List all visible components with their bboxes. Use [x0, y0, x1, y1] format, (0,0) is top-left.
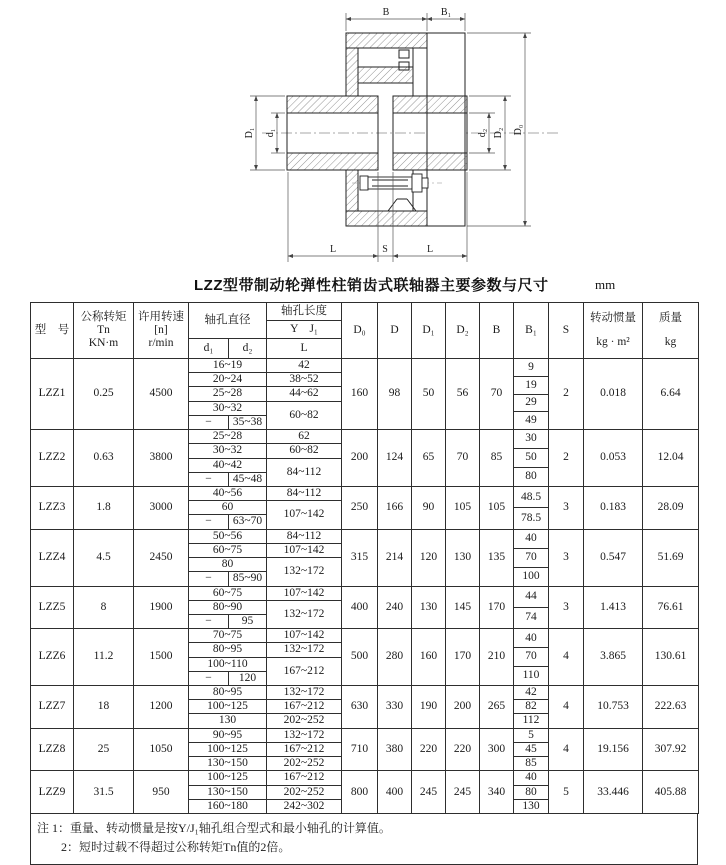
cell-B: 170	[480, 586, 514, 629]
cell-D: 280	[378, 629, 412, 686]
cell-bore-length: 44~62	[267, 387, 342, 401]
cell-D: 166	[378, 486, 412, 529]
cell-D2: 200	[446, 686, 480, 729]
b1-value: 70	[514, 548, 548, 567]
hdr-torque-line1: 公称转矩	[80, 310, 127, 323]
cell-mass: 51.69	[643, 529, 699, 586]
dim-label-S: S	[382, 244, 388, 255]
hdr-inertia-line2: kg · m²	[596, 336, 630, 348]
cell-bore-length: 132~172	[267, 728, 342, 742]
cell-bore-range: 30~32	[189, 444, 267, 458]
hdr-YJ1: Y J₁	[267, 321, 342, 339]
cell-S: 4	[549, 629, 584, 686]
cell-model: LZZ7	[31, 686, 74, 729]
cell-speed: 1900	[134, 586, 189, 629]
cell-D2: 70	[446, 430, 480, 487]
cell-D0: 710	[342, 728, 378, 771]
cell-bore-range: 100~125	[189, 742, 267, 756]
hdr-D2: D₂	[446, 303, 480, 359]
cell-bore-range: 16~19	[189, 359, 267, 373]
cell-D1: 245	[412, 771, 446, 814]
b1-value: 45	[514, 742, 548, 756]
cell-bore-range: 40~42	[189, 458, 267, 472]
cell-bore-length: 202~252	[267, 757, 342, 771]
cell-inertia: 0.547	[584, 529, 643, 586]
cell-speed: 2450	[134, 529, 189, 586]
hdr-B1: B₁	[514, 303, 549, 359]
cell-D2: 220	[446, 728, 480, 771]
hdr-speed	[134, 303, 189, 359]
b1-value: 110	[514, 666, 548, 685]
cell-S: 3	[549, 529, 584, 586]
cell-S: 3	[549, 486, 584, 529]
cell-torque: 25	[74, 728, 134, 771]
dim-label-D2: D₂	[493, 127, 504, 139]
cell-bore-range: 60~75	[189, 543, 267, 557]
hdr-inertia	[584, 303, 643, 359]
cell-D: 240	[378, 586, 412, 629]
hdr-mass	[643, 303, 699, 359]
spec-row	[31, 686, 699, 700]
cell-bore-length: 167~212	[267, 657, 342, 685]
hdr-torque	[74, 303, 134, 359]
cell-bore-length: 62	[267, 430, 342, 444]
b1-value: 9	[528, 360, 534, 373]
cell-B: 300	[480, 728, 514, 771]
cell-speed: 1050	[134, 728, 189, 771]
cell-D2: 170	[446, 629, 480, 686]
cell-bore-length: 84~112	[267, 486, 342, 500]
cell-B1	[514, 430, 549, 487]
cell-bore-length: 60~82	[267, 401, 342, 429]
cell-B: 85	[480, 430, 514, 487]
cell-d1: −	[189, 415, 229, 429]
cell-bore-length: 132~172	[267, 558, 342, 586]
b1-value: 74	[514, 607, 548, 628]
cell-S: 4	[549, 728, 584, 771]
hdr-inertia-line1: 转动惯量	[590, 311, 636, 324]
note-line-2	[37, 838, 691, 857]
hdr-mass-line1: 质量	[659, 311, 682, 324]
cell-d2: 35~38	[229, 415, 267, 429]
cell-B1	[514, 586, 549, 629]
cell-inertia: 0.053	[584, 430, 643, 487]
dim-label-L-right: L	[426, 244, 434, 255]
hdr-torque-line2: Tn	[97, 323, 110, 336]
coupling-section-drawing	[0, 0, 726, 272]
cell-D0: 160	[342, 359, 378, 430]
cell-B1	[514, 728, 549, 771]
cell-torque: 4.5	[74, 529, 134, 586]
cell-mass: 28.09	[643, 486, 699, 529]
b1-value: 80	[514, 785, 548, 799]
b1-stack	[514, 729, 548, 771]
dim-label-D0: D₀	[513, 124, 524, 136]
cell-D2: 245	[446, 771, 480, 814]
note-item-2: 2：短时过载不得超过公称转矩Tn值的2倍。	[61, 839, 291, 854]
dim-label-D1: D₁	[244, 127, 255, 139]
spec-row	[31, 529, 699, 543]
cell-speed: 3000	[134, 486, 189, 529]
dim-label-L-left: L	[329, 244, 337, 255]
cell-mass: 222.63	[643, 686, 699, 729]
cell-bore-range: 70~75	[189, 629, 267, 643]
cell-bore-length: 132~172	[267, 686, 342, 700]
hdr-S: S	[549, 303, 584, 359]
cell-D0: 500	[342, 629, 378, 686]
cell-D: 124	[378, 430, 412, 487]
hdr-D0: D₀	[342, 303, 378, 359]
cell-d2: 95	[229, 614, 267, 628]
dim-label-d1: d₁	[265, 128, 276, 138]
cell-D0: 250	[342, 486, 378, 529]
b1-stack	[514, 587, 548, 629]
cell-B1	[514, 771, 549, 814]
cell-mass: 307.92	[643, 728, 699, 771]
cell-D2: 130	[446, 529, 480, 586]
dim-label-d2: d₂	[477, 128, 488, 138]
b1-value: 100	[514, 567, 548, 586]
cell-speed: 4500	[134, 359, 189, 430]
cell-D0: 200	[342, 430, 378, 487]
drawing-svg	[0, 0, 726, 272]
cell-model: LZZ2	[31, 430, 74, 487]
cell-bore-range: 80	[189, 558, 267, 572]
cell-bore-range: 100~125	[189, 700, 267, 714]
spec-row	[31, 728, 699, 742]
cell-model: LZZ8	[31, 728, 74, 771]
cell-D1: 65	[412, 430, 446, 487]
cell-mass: 405.88	[643, 771, 699, 814]
cell-S: 3	[549, 586, 584, 629]
cell-torque: 18	[74, 686, 134, 729]
b1-value: 30	[525, 432, 537, 445]
cell-bore-range: 100~125	[189, 771, 267, 785]
cell-model: LZZ9	[31, 771, 74, 814]
cell-mass: 76.61	[643, 586, 699, 629]
spec-row	[31, 586, 699, 600]
cell-d1: −	[189, 472, 229, 486]
b1-value: 85	[514, 756, 548, 770]
cell-bore-range: 25~28	[189, 387, 267, 401]
cell-speed: 1500	[134, 629, 189, 686]
cell-S: 4	[549, 686, 584, 729]
b1-stack	[514, 530, 548, 586]
cell-d2: 120	[229, 671, 267, 685]
b1-stack	[514, 629, 548, 685]
dim-label-B: B	[382, 7, 390, 18]
cell-B: 210	[480, 629, 514, 686]
cell-bore-range: 60~75	[189, 586, 267, 600]
cell-torque: 1.8	[74, 486, 134, 529]
cell-B1	[514, 529, 549, 586]
cell-mass: 12.04	[643, 430, 699, 487]
spec-row	[31, 430, 699, 444]
cell-B: 135	[480, 529, 514, 586]
hdr-B: B	[480, 303, 514, 359]
b1-value: 48.5	[520, 490, 542, 503]
cell-S: 2	[549, 359, 584, 430]
cell-bore-range: 100~110	[189, 657, 267, 671]
cell-bore-length: 242~302	[267, 799, 342, 813]
cell-torque: 0.63	[74, 430, 134, 487]
spec-row	[31, 771, 699, 785]
hdr-D1: D₁	[412, 303, 446, 359]
cell-bore-length: 202~252	[267, 785, 342, 799]
hdr-d2: d₂	[229, 339, 267, 359]
cell-bore-length: 84~112	[267, 529, 342, 543]
cell-bore-length: 38~52	[267, 373, 342, 387]
b1-value: 44	[525, 590, 537, 603]
hdr-speed-line1: 许用转速	[138, 310, 184, 323]
title-bar	[0, 272, 726, 302]
cell-D2: 145	[446, 586, 480, 629]
b1-stack	[514, 686, 548, 728]
table-body	[31, 359, 699, 814]
b1-value: 40	[525, 771, 537, 784]
cell-bore-length: 60~82	[267, 444, 342, 458]
cell-inertia: 33.446	[584, 771, 643, 814]
cell-D0: 315	[342, 529, 378, 586]
note-item-1: 1：重量、转动惯量是按Y/J₁轴孔组合型式和最小轴孔的计算值。	[52, 821, 391, 835]
b1-stack	[514, 430, 548, 486]
dim-label-B1: B₁	[440, 7, 452, 18]
cell-bore-length: 84~112	[267, 458, 342, 486]
cell-bore-length: 132~172	[267, 600, 342, 628]
table-header	[31, 303, 699, 359]
spec-row	[31, 359, 699, 373]
cell-D2: 105	[446, 486, 480, 529]
cell-d2: 63~70	[229, 515, 267, 529]
b1-value: 50	[514, 448, 548, 467]
cell-B: 70	[480, 359, 514, 430]
hdr-speed-line2: [n]	[154, 323, 168, 336]
cell-inertia: 10.753	[584, 686, 643, 729]
hdr-torque-line3: KN·m	[88, 337, 119, 350]
hdr-model: 型 号	[31, 303, 74, 359]
cell-inertia: 19.156	[584, 728, 643, 771]
cell-d1: −	[189, 671, 229, 685]
cell-bore-range: 130	[189, 714, 267, 728]
note-line-1	[37, 819, 691, 838]
hdr-bore-length: 轴孔长度	[267, 303, 342, 321]
cell-D1: 120	[412, 529, 446, 586]
cell-D2: 56	[446, 359, 480, 430]
cell-bore-range: 60	[189, 501, 267, 515]
cell-speed: 950	[134, 771, 189, 814]
cell-bore-range: 80~95	[189, 686, 267, 700]
hdr-mass-line2: kg	[664, 336, 677, 348]
cell-model: LZZ5	[31, 586, 74, 629]
cell-B1	[514, 629, 549, 686]
cell-D: 98	[378, 359, 412, 430]
b1-value: 78.5	[514, 507, 548, 528]
cell-torque: 8	[74, 586, 134, 629]
cell-bore-length: 107~142	[267, 629, 342, 643]
hdr-bore-diameter: 轴孔直径	[189, 303, 267, 339]
cell-d2: 45~48	[229, 472, 267, 486]
cell-model: LZZ6	[31, 629, 74, 686]
cell-torque: 0.25	[74, 359, 134, 430]
unit-label: mm	[595, 277, 616, 292]
b1-value: 42	[525, 686, 537, 699]
parameter-table	[30, 302, 699, 814]
cell-d1: −	[189, 614, 229, 628]
cell-bore-range: 130~150	[189, 785, 267, 799]
cell-D1: 220	[412, 728, 446, 771]
cell-D1: 50	[412, 359, 446, 430]
cell-bore-range: 80~95	[189, 643, 267, 657]
cell-D: 400	[378, 771, 412, 814]
notes-block	[30, 814, 698, 865]
b1-value: 82	[514, 699, 548, 713]
cell-model: LZZ3	[31, 486, 74, 529]
b1-value: 19	[514, 376, 548, 394]
cell-bore-length: 167~212	[267, 742, 342, 756]
cell-mass: 6.64	[643, 359, 699, 430]
cell-B: 340	[480, 771, 514, 814]
b1-value: 40	[525, 631, 537, 644]
b1-value: 40	[525, 531, 537, 544]
b1-value: 70	[514, 647, 548, 666]
b1-stack	[514, 771, 548, 813]
cell-torque: 11.2	[74, 629, 134, 686]
page-title: LZZ型带制动轮弹性柱销齿式联轴器主要参数与尺寸	[194, 277, 549, 294]
cell-speed: 1200	[134, 686, 189, 729]
cell-model: LZZ1	[31, 359, 74, 430]
cell-bore-range: 30~32	[189, 401, 267, 415]
spec-row	[31, 629, 699, 643]
cell-bore-range: 130~150	[189, 757, 267, 771]
cell-bore-length: 107~142	[267, 586, 342, 600]
cell-D1: 130	[412, 586, 446, 629]
cell-D: 214	[378, 529, 412, 586]
hdr-d1: d₁	[189, 339, 229, 359]
cell-bore-length: 202~252	[267, 714, 342, 728]
cell-model: LZZ4	[31, 529, 74, 586]
cell-inertia: 1.413	[584, 586, 643, 629]
cell-bore-length: 132~172	[267, 643, 342, 657]
b1-value: 49	[514, 411, 548, 429]
cell-D1: 190	[412, 686, 446, 729]
cell-torque: 31.5	[74, 771, 134, 814]
cell-D: 380	[378, 728, 412, 771]
b1-value: 112	[514, 713, 548, 727]
cell-B1	[514, 686, 549, 729]
cell-S: 2	[549, 430, 584, 487]
cell-bore-range: 90~95	[189, 728, 267, 742]
b1-stack	[514, 359, 548, 429]
cell-bore-range: 20~24	[189, 373, 267, 387]
cell-D0: 630	[342, 686, 378, 729]
cell-d1: −	[189, 515, 229, 529]
cell-bore-length: 167~212	[267, 700, 342, 714]
b1-value: 80	[514, 467, 548, 486]
hdr-D: D	[378, 303, 412, 359]
b1-value: 130	[514, 799, 548, 813]
cell-B: 265	[480, 686, 514, 729]
cell-bore-range: 50~56	[189, 529, 267, 543]
cell-B: 105	[480, 486, 514, 529]
b1-value: 5	[528, 728, 534, 741]
brake-drum	[346, 33, 465, 226]
cell-B1	[514, 486, 549, 529]
cell-D: 330	[378, 686, 412, 729]
hdr-L: L	[267, 339, 342, 359]
b1-stack	[514, 487, 548, 529]
spec-row	[31, 486, 699, 500]
cell-d1: −	[189, 572, 229, 586]
cell-D0: 400	[342, 586, 378, 629]
cell-bore-range: 160~180	[189, 799, 267, 813]
cell-bore-length: 107~142	[267, 543, 342, 557]
cell-inertia: 0.183	[584, 486, 643, 529]
cell-B1	[514, 359, 549, 430]
cell-speed: 3800	[134, 430, 189, 487]
cell-D1: 90	[412, 486, 446, 529]
cell-inertia: 0.018	[584, 359, 643, 430]
cell-bore-range: 40~56	[189, 486, 267, 500]
cell-bore-length: 42	[267, 359, 342, 373]
cell-S: 5	[549, 771, 584, 814]
cell-bore-range: 80~90	[189, 600, 267, 614]
hdr-speed-line3: r/min	[148, 337, 174, 350]
cell-bore-length: 167~212	[267, 771, 342, 785]
cell-inertia: 3.865	[584, 629, 643, 686]
note-label: 注	[37, 821, 50, 835]
b1-value: 29	[514, 394, 548, 412]
cell-D0: 800	[342, 771, 378, 814]
cell-D1: 160	[412, 629, 446, 686]
cell-bore-length: 107~142	[267, 501, 342, 529]
cell-d2: 85~90	[229, 572, 267, 586]
cell-mass: 130.61	[643, 629, 699, 686]
cell-bore-range: 25~28	[189, 430, 267, 444]
